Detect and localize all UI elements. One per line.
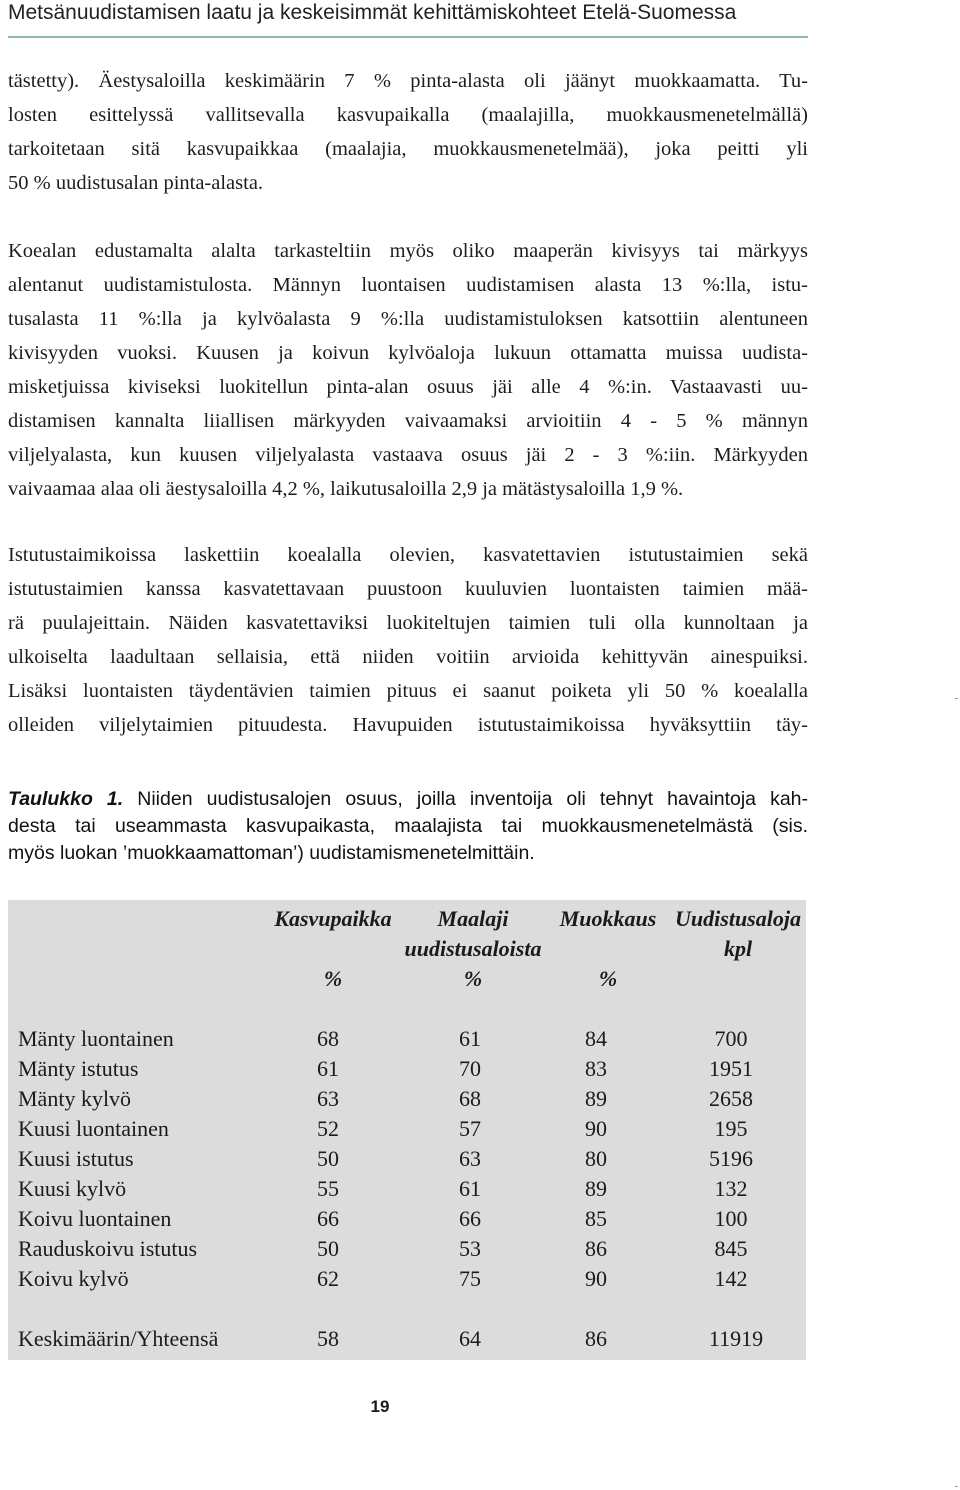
header-kasvupaikka-unit: %	[323, 966, 343, 991]
text-line: 50 % uudistusalan pinta-alasta.	[8, 172, 264, 194]
row-label: Mänty kylvö	[18, 1086, 132, 1111]
caption-label: Taulukko 1.	[8, 788, 124, 810]
caption-line: myös luokan ’muokkaamattoman’) uudistamismenetelmittäin.	[8, 842, 535, 864]
edge-mark	[955, 698, 958, 699]
row-label: Koivu luontainen	[18, 1206, 172, 1231]
cell-uudistusaloja: 845	[714, 1236, 748, 1261]
text-line: tarkoitetaan sitä kasvupaikkaa (maalajia, muokkausmenetelmää), joka peitti yli	[8, 138, 808, 160]
header-kasvupaikka: Kasvupaikka	[274, 906, 392, 931]
cell-muokkaus: 86	[585, 1236, 607, 1261]
total-maalaji: 64	[459, 1326, 481, 1351]
cell-maalaji: 70	[459, 1056, 481, 1081]
row-label: Koivu kylvö	[18, 1266, 129, 1291]
row-label: Kuusi kylvö	[18, 1176, 127, 1201]
cell-kasvupaikka: 68	[317, 1026, 339, 1051]
text-line: tästetty). Äestysaloilla keskimäärin 7 % pinta-alasta oli jäänyt muokkaamatta. Tu-	[8, 70, 808, 92]
cell-maalaji: 61	[459, 1176, 481, 1201]
cell-maalaji: 66	[459, 1206, 481, 1231]
text-line: Koealan edustamalta alalta tarkasteltiin myös oliko maaperän kivisyys tai märkyys	[8, 240, 808, 262]
page-number: 19	[370, 1397, 390, 1416]
cell-maalaji: 75	[459, 1266, 481, 1291]
text-line: Lisäksi luontaisten täydentävien taimien pituus ei saanut poiketa yli 50 % koealalla	[8, 680, 808, 702]
header-maalaji-sub: uudistusaloista	[404, 936, 542, 961]
cell-kasvupaikka: 66	[317, 1206, 339, 1231]
text-line: tusalasta 11 %:lla ja kylvöalasta 9 %:lla uudistamistuloksen katsottiin alentuneen	[8, 308, 808, 330]
total-uudistusaloja: 11919	[708, 1326, 764, 1351]
table-caption	[8, 786, 808, 867]
cell-kasvupaikka: 52	[317, 1116, 339, 1141]
row-label: Kuusi luontainen	[18, 1116, 169, 1141]
cell-muokkaus: 80	[585, 1146, 607, 1171]
total-label: Keskimäärin/Yhteensä	[18, 1326, 219, 1351]
cell-kasvupaikka: 61	[317, 1056, 339, 1081]
text-line: distamisen kannalta liiallisen märkyyden vaivaamaksi arvioitiin 4 - 5 % männyn	[8, 410, 808, 432]
row-label: Kuusi istutus	[18, 1146, 134, 1171]
data-table	[8, 900, 806, 1360]
text-line: kivisyyden vuoksi. Kuusen ja koivun kylvöaloja lukuun ottamatta muissa uudista-	[8, 342, 808, 364]
cell-muokkaus: 83	[585, 1056, 607, 1081]
text-line: viljelyalasta, kun kuusen viljelyalasta vastaava osuus jäi 2 - 3 %:iin. Märkyyden	[8, 444, 808, 466]
cell-uudistusaloja: 142	[714, 1266, 748, 1291]
cell-uudistusaloja: 100	[714, 1206, 748, 1231]
cell-uudistusaloja: 1951	[709, 1056, 753, 1081]
row-label: Rauduskoivu istutus	[18, 1236, 198, 1261]
text-line: alentanut uudistamistulosta. Männyn luontaisen uudistamisen alasta 13 %:lla, istu-	[8, 274, 808, 296]
row-label: Mänty luontainen	[18, 1026, 174, 1051]
header-muokkaus-unit: %	[598, 966, 618, 991]
cell-uudistusaloja: 5196	[709, 1146, 753, 1171]
cell-muokkaus: 90	[585, 1266, 607, 1291]
text-line: misketjuissa kiviseksi luokitellun pinta-alan osuus jäi alle 4 %:in. Vastaavasti uu-	[8, 376, 808, 398]
header-muokkaus: Muokkaus	[559, 906, 657, 931]
cell-maalaji: 63	[459, 1146, 481, 1171]
paragraph-3	[8, 538, 808, 742]
header-maalaji: Maalaji	[437, 906, 509, 931]
cell-maalaji: 53	[459, 1236, 481, 1261]
text-line: olleiden viljelytaimien pituudesta. Havupuiden istutustaimikoissa hyväksyttiin täy-	[8, 714, 808, 736]
cell-maalaji: 68	[459, 1086, 481, 1111]
cell-uudistusaloja: 132	[714, 1176, 748, 1201]
text-line: losten esittelyssä vallitsevalla kasvupaikalla (maalajilla, muokkausmenetelmällä)	[8, 104, 808, 126]
header-maalaji-unit: %	[463, 966, 483, 991]
cell-maalaji: 61	[459, 1026, 481, 1051]
cell-muokkaus: 89	[585, 1086, 607, 1111]
cell-muokkaus: 89	[585, 1176, 607, 1201]
text-line: istutustaimien kanssa kasvatettavaan puustoon kuuluvien luontaisten taimien mää-	[8, 578, 808, 600]
running-head: Metsänuudistamisen laatu ja keskeisimmät kehittämiskohteet Etelä-Suomessa	[8, 0, 808, 38]
cell-muokkaus: 85	[585, 1206, 607, 1231]
text-line: ulkoiselta laadultaan sellaisia, että niiden voitiin arvioida kehittyvän ainespuiksi.	[8, 646, 808, 668]
cell-kasvupaikka: 50	[317, 1236, 339, 1261]
caption-text: Niiden uudistusalojen osuus, joilla inventoija oli tehnyt havaintoja kah-	[123, 788, 808, 810]
cell-maalaji: 57	[459, 1116, 481, 1141]
total-muokkaus: 86	[585, 1326, 607, 1351]
cell-uudistusaloja: 2658	[709, 1086, 753, 1111]
cell-kasvupaikka: 55	[317, 1176, 339, 1201]
caption-line	[8, 786, 808, 813]
edge-mark	[955, 1486, 958, 1487]
paragraph-1	[8, 64, 808, 200]
text-line: vaivaamaa alaa oli äestysaloilla 4,2 %, laikutusaloilla 2,9 ja mätästysaloilla 1,9 %.	[8, 478, 684, 500]
cell-uudistusaloja: 195	[714, 1116, 748, 1141]
header-uudistusaloja: Uudistusaloja	[675, 906, 801, 931]
total-kasvupaikka: 58	[317, 1326, 339, 1351]
cell-muokkaus: 90	[585, 1116, 607, 1141]
text-line: Istutustaimikoissa laskettiin koealalla olevien, kasvatettavien istutustaimien sekä	[8, 544, 808, 566]
paragraph-2	[8, 234, 808, 506]
text-line: rä puulajeittain. Näiden kasvatettaviksi luokiteltujen taimien tuli olla kunnoltaan ja	[8, 612, 808, 634]
cell-muokkaus: 84	[585, 1026, 607, 1051]
cell-kasvupaikka: 63	[317, 1086, 339, 1111]
header-uudistusaloja-unit: kpl	[723, 936, 753, 961]
caption-line: desta tai useammasta kasvupaikasta, maalajista tai muokkausmenetelmästä (sis.	[8, 815, 808, 837]
cell-kasvupaikka: 50	[317, 1146, 339, 1171]
cell-kasvupaikka: 62	[317, 1266, 339, 1291]
cell-uudistusaloja: 700	[714, 1026, 748, 1051]
row-label: Mänty istutus	[18, 1056, 139, 1081]
